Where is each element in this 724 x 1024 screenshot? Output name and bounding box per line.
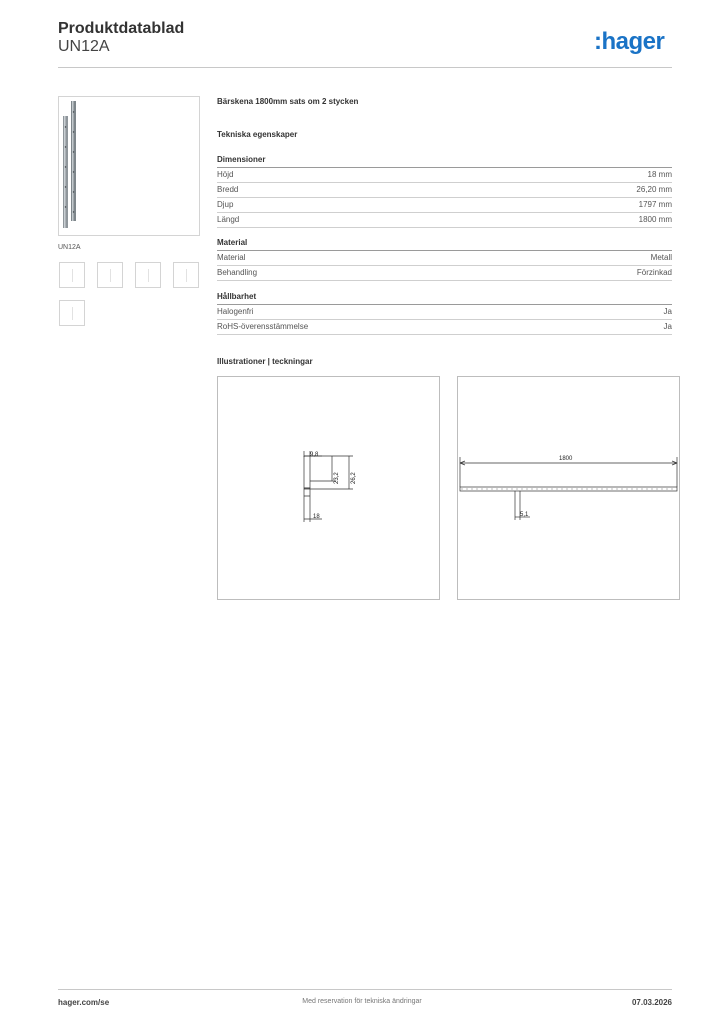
spec-value: 1797 mm — [638, 200, 672, 209]
drawing-cross-section — [217, 376, 440, 600]
spec-label: Behandling — [217, 268, 258, 277]
product-code: UN12A — [58, 38, 110, 55]
spec-label: RoHS-överensstämmelse — [217, 322, 309, 331]
dim-label: 1800 — [559, 456, 573, 462]
spec-row — [217, 320, 672, 335]
thumbnail-3[interactable] — [135, 262, 161, 288]
spec-group-material — [217, 238, 672, 281]
header-divider — [58, 67, 672, 68]
spec-row — [217, 183, 672, 198]
footer-date: 07.03.2026 — [631, 998, 672, 1007]
spec-value: Ja — [663, 322, 672, 331]
spec-label: Längd — [217, 215, 240, 224]
footer-note: Med reservation för tekniska ändringar — [302, 998, 422, 1005]
spec-value: Ja — [663, 307, 672, 316]
spec-value: 18 mm — [647, 170, 672, 179]
spec-row — [217, 305, 672, 320]
spec-value: 26,20 mm — [636, 185, 672, 194]
cross-section-drawing — [218, 377, 439, 599]
product-description: Bärskena 1800mm sats om 2 stycken — [217, 97, 359, 106]
spec-value: 1800 mm — [638, 215, 672, 224]
dim-label: 26,2 — [351, 472, 357, 484]
spec-row — [217, 198, 672, 213]
spec-label: Djup — [217, 200, 234, 209]
spec-label: Höjd — [217, 170, 234, 179]
specs-heading: Tekniska egenskaper — [217, 130, 298, 139]
spec-row — [217, 266, 672, 281]
spec-group-title: Dimensioner — [217, 155, 672, 168]
product-main-image — [58, 96, 200, 236]
dim-label: 5,1 — [520, 512, 529, 518]
dim-label: 9,8 — [310, 452, 319, 458]
thumbnail-5[interactable] — [59, 300, 85, 326]
drawing-length-view — [457, 376, 680, 600]
spec-label: Material — [217, 253, 246, 262]
spec-row — [217, 168, 672, 183]
footer-divider — [58, 989, 672, 990]
spec-group-title: Material — [217, 238, 672, 251]
spec-value: Metall — [650, 253, 672, 262]
document-title: Produktdatablad — [58, 20, 185, 37]
dim-label: 23,2 — [334, 472, 340, 484]
spec-value: Förzinkad — [636, 268, 672, 277]
thumbnail-2[interactable] — [97, 262, 123, 288]
thumbnail-4[interactable] — [173, 262, 199, 288]
image-caption: UN12A — [58, 244, 81, 251]
spec-row — [217, 251, 672, 266]
length-view-drawing — [458, 377, 679, 599]
illustrations-heading: Illustrationer | teckningar — [217, 357, 313, 366]
footer-website-link[interactable]: hager.com/se — [58, 998, 110, 1007]
spec-label: Bredd — [217, 185, 239, 194]
spec-row — [217, 213, 672, 228]
rail-image — [59, 97, 199, 235]
spec-group-sustainability — [217, 292, 672, 335]
spec-group-dimensions — [217, 155, 672, 228]
dim-label: 18 — [313, 514, 320, 520]
thumbnail-1[interactable] — [59, 262, 85, 288]
spec-label: Halogenfri — [217, 307, 254, 316]
hager-logo: :hager — [594, 28, 665, 55]
spec-group-title: Hållbarhet — [217, 292, 672, 305]
